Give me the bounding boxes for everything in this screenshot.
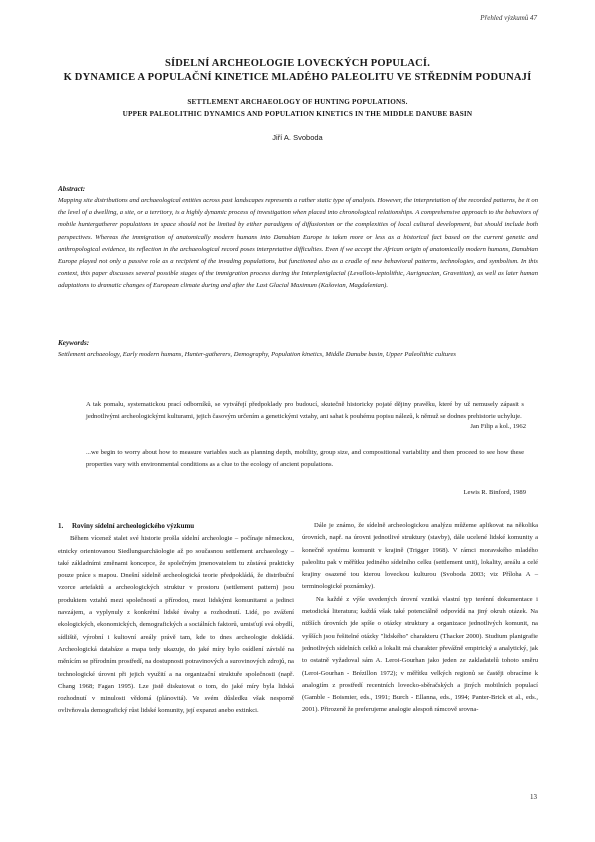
page-number: 13	[530, 793, 537, 801]
article-title-line-1: SÍDELNÍ ARCHEOLOGIE LOVECKÝCH POPULACÍ.	[164, 58, 431, 69]
epigraph-quote-2: ...we begin to worry about how to measure variables such as planning depth, mobility, group size, and compositional variability and then proceed to see how these properties vary with environmental conditions as a clue to the ecology of ancient populations.	[86, 449, 524, 468]
paragraph: Během vícenež stalet své historie prošla sídelní archeologie – počínaje německou, etnicky orientovanou Siedlungsarchäologie až po současnou settlement archaeology – také základními změnami koncepce, že společným jmenovatelem tu zůstává prakticky pouze práce s mapou. Dnešní sídelně archeologická teorie předpokládá, že distribuční vzorce artefaktů a archeologických struktur v prostoru (settlement pattern) jsou produktem vztahů mezi společností a přírodou, mezi lidskými komunitami a jedinci navzájem, a vyplynuly z konkrétní lidské úvahy a rozhodnutí. Lidé, po zvážení ekologických, ekonomických, demografických a sociálních faktorů, umisťují svá obydlí, sídliště, výrobní i kultovní areály právě tam, kde to dnes archeologie dokládá. Archeologická databáze a mapa tedy ukazuje, do jaké míry bylo osídlení závislé na měnícím se přírodním prostředí, na dostupnosti potravinových a surovinových zdrojů, na technologické úrovni při jejich využití a na organizační struktuře společnosti (např. Chang 1968; Fagan 1995). Lze jistě diskutovat o tom, do jaké míry byla lidská rozhodnutí v minulosti vědomá (plánovitá). Ve svém důsledku však nesporně ovlivňovala demografický růst lidské komunity, její expanzi anebo extinkci.	[58, 535, 294, 715]
abstract-text: Mapping site distributions and archaeological entities across past landscapes represents a rather static type of analysis. However, the interpretation of the recorded patterns, be it on the level of a dwelling, a site, or a territory, is a highly dynamic process of investigation when placed into chronological relationships. A comprehensive approach to the behaviors of mobile huntergatherer populations in space should not be limited by either paradigms of diffusionism or the complexities of local cultural development, but should include both perspectives. Whereas the immigration of anatomically modern humans into Danubian Europe is taken more or less as a historical fact based on the current genetic and anthropological evidence, its reflection in the archaeological record poses interpretative difficulties. Even if we accept the African origin of anatomically modern humans, Danubian Europe played not only a passive role as a recipient of the invading populations, but functioned also as a cradle of new behavioral patterns, technologies, and symbolism. In this context, this paper discusses several possible stages of the immigration process during the Interpleniglacial (Levallois-leptolithic, Aurignacian, Gravettian), as well as later human adaptations to dramatic changes of European climate during and after the Last Glacial Maximum (Kašovian, Magdalenian).	[58, 197, 538, 290]
article-title-line-2: K DYNAMICE A POPULAČNÍ KINETICE MLADÉHO PALEOLITU VE STŘEDNÍM PODUNAJÍ	[63, 72, 532, 83]
abstract-label: Abstract:	[58, 185, 86, 193]
english-title-line-2: UPPER PALEOLITHIC DYNAMICS AND POPULATION KINETICS IN THE MIDDLE DANUBE BASIN	[122, 110, 473, 118]
right-column	[302, 520, 538, 717]
section-number: 1.	[58, 522, 64, 530]
section-title: Roviny sídelní archeologického výzkumu	[72, 522, 195, 530]
keywords-text: Settlement archaeology, Early modern humans, Hunter-gatherers, Demography, Population kinetics, Middle Danube basin, Upper Paleolithic cultures	[58, 351, 456, 358]
epigraph-source-2: Lewis R. Binford, 1989	[463, 489, 526, 496]
keywords-label: Keywords:	[58, 339, 90, 347]
english-title-line-1: SETTLEMENT ARCHAEOLOGY OF HUNTING POPULATIONS.	[187, 98, 408, 106]
paragraph: Dále je známo, že sídelně archeologickou analýzu můžeme aplikovat na několika úrovních, např. na úrovni jednotlivé struktury (stavby), dále ucelené lidské komunity a konečně systému komunit v krajině (Trigger 1968). V rámci moravského mladého paleolitu pak v měřítku jediného sídelního celku (settlement unit), lokality, areálu a celé krajiny osazené tou kterou loveckou kulturou (Svoboda 2003; viz Příloha A – terminologické poznámky).	[302, 522, 538, 591]
section-heading	[58, 520, 294, 532]
epigraph-source-1: Jan Filip a kol., 1962	[470, 423, 526, 430]
author-name: Jiří A. Svoboda	[272, 133, 323, 142]
paragraph: Na každé z výše uvedených úrovní vzniká vlastní typ terénní dokumentace i metodická literatura; každá však také potenciálně odpovídá na jiný okruh otázek. Na nižších úrovních jde spíše o otázky struktury a organizace jednotlivých komunit, na vyšších jsou řešitelné otázky "lidského" charakteru (Thacker 2000). Studium planigrafie jednotlivých sídelních celků a lokalit má charakter převážně empirický a analytický, jak to ostatně vyžadoval sám A. Leroi-Gourhan jako jeden ze zakladatelů tohoto směru (Leroi-Gourhan - Brézillon 1972); v měřítku velkých regionů se častěji obracíme k analogiím z prostředí recentních lovecko-sběračských a jiných mobilních populací (Gamble - Boismier, eds., 1991; Burch - Ellanna, eds., 1994; Panter-Brick et al., eds., 2001). Přirozeně že preferujeme analogie alespoň rámcově srovna-	[302, 595, 538, 714]
epigraph-quote-1: A tak pomalu, systematickou prací odborníků, se vytvářejí předpoklady pro budoucí, skutečně historicky pojaté dějiny pravěku, které by už nemusely zápasit s jednotlivými archeologickými kulturami, jejich časovým určením a genetickými vztahy, ani sahat k pouhému popisu nálezů, k němuž se dodnes prehistorie uchyluje.	[86, 401, 524, 420]
left-column	[58, 520, 294, 718]
running-head: Přehled výzkumů 47	[480, 14, 537, 22]
